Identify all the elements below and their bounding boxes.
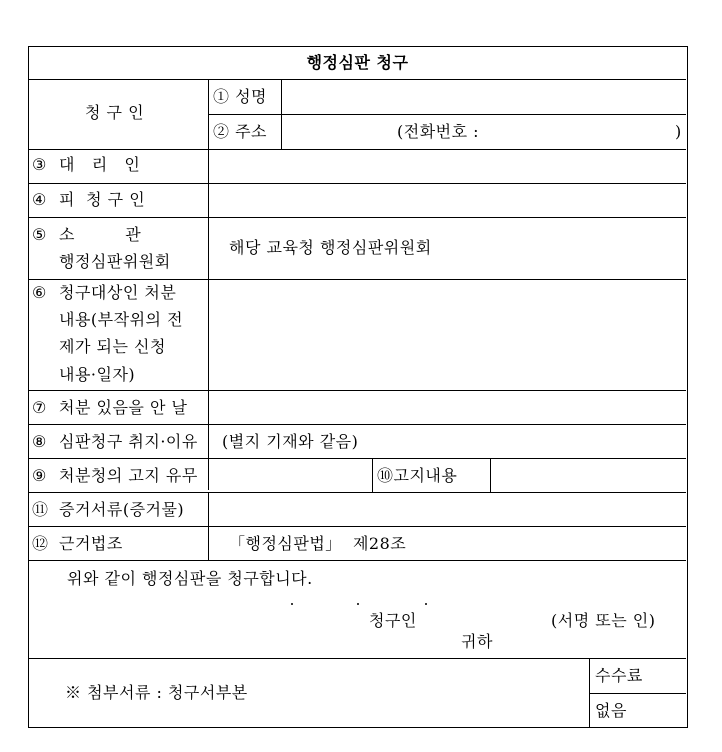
row-number: ⑫ [32,534,49,553]
divider [29,458,686,459]
row-number: ⑨ [32,466,47,485]
divider [29,560,686,561]
divider [29,658,686,659]
purpose-value: (별지 기재와 같음) [222,432,359,451]
date-dot [357,603,359,605]
disposition-label-line: 청구대상인 처분 [59,283,177,302]
row-number: ④ [32,190,47,209]
row-number: ⑤ [32,225,47,244]
declaration-text: 위와 같이 행정심판을 청구합니다. [67,569,313,588]
notice-date-label: 처분 있음을 안 날 [59,398,188,417]
divider [589,693,686,694]
divider [29,79,686,80]
legal-basis-value: 「행정심판법」 제28조 [229,534,407,553]
administrative-appeal-form [28,46,688,728]
attachments-note: ※ 첨부서류 : 청구서부본 [65,683,248,702]
row-number: ⑧ [32,432,47,451]
purpose-label: 심판청구 취지·이유 [59,432,198,451]
form-title: 행정심판 청구 [306,53,409,72]
divider [29,526,686,527]
divider [29,492,686,493]
row-number: ⑦ [32,398,47,417]
date-dot [291,603,293,605]
addressee-label: 귀하 [461,632,493,651]
divider [208,114,686,115]
claimant-sign-label: 청구인 [369,611,417,630]
claimant-label: 청 구 인 [85,103,145,122]
notice-existence-label: 처분청의 고지 유무 [59,466,198,485]
disposition-label-line: 내용(부작위의 전 [59,310,184,329]
legal-basis-label: 근거법조 [59,534,123,553]
agent-label: 대 리 인 [59,155,141,174]
fee-label: 수수료 [595,666,643,685]
divider [208,492,209,560]
divider [29,279,686,280]
divider [589,658,590,728]
committee-value: 해당 교육청 행정심판위원회 [229,238,432,257]
divider [208,149,209,490]
date-dot [425,603,427,605]
notice-content-label: ⑩고지내용 [377,466,458,485]
phone-label: (전화번호 : [397,122,480,141]
evidence-label: 증거서류(증거물) [59,500,185,519]
respondent-label: 피 청 구 인 [59,190,146,209]
divider [29,183,686,184]
row-number: ⑪ [32,500,49,519]
fee-value: 없음 [595,701,627,720]
row-number: ⑥ [32,283,47,302]
committee-label-line1: 소 관 [59,225,142,244]
disposition-label-line: 내용·일자) [59,365,136,384]
divider [29,390,686,391]
committee-label-line2: 행정심판위원회 [59,252,171,271]
divider [281,79,282,149]
name-label: ① 성명 [213,87,267,106]
disposition-label-line: 제가 되는 신청 [59,337,166,356]
signature-label: (서명 또는 인) [551,611,656,630]
divider [490,458,491,492]
divider [372,458,373,492]
address-label: ② 주소 [213,122,267,141]
divider [29,424,686,425]
divider [208,79,209,149]
divider [29,149,686,150]
row-number: ③ [32,155,47,174]
phone-close: ) [675,122,682,141]
divider [29,217,686,218]
